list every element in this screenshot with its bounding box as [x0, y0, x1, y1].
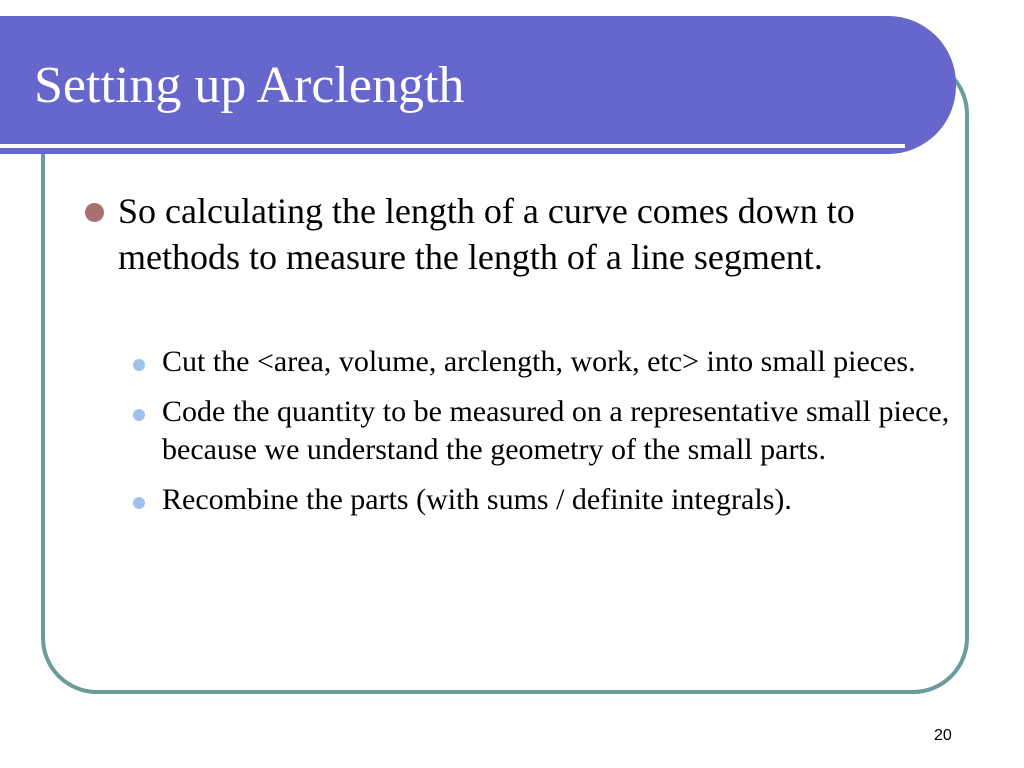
sub-bullet-text: Code the quantity to be measured on a representative small piece, because we understand the geometry of the small parts.: [162, 395, 950, 466]
sub-bullet-dot-icon: [133, 497, 145, 509]
sub-bullet-text: Cut the <area, volume, arclength, work, etc> into small pieces.: [162, 345, 916, 378]
sub-bullet-text: Recombine the parts (with sums / definite integrals).: [162, 483, 792, 516]
sub-bullet-item: [162, 481, 962, 519]
main-bullet-text: So calculating the length of a curve comes down to methods to measure the length of a line segment.: [118, 191, 855, 277]
slide-number: 20: [934, 727, 952, 744]
title-bar: [0, 16, 956, 154]
sub-bullet-list: [162, 343, 962, 531]
sub-bullet-item: [162, 343, 962, 381]
title-underline: [0, 144, 905, 148]
sub-bullet-dot-icon: [133, 409, 145, 421]
sub-bullet-item: [162, 393, 962, 469]
sub-bullet-dot-icon: [133, 359, 145, 371]
main-bullet-dot-icon: [85, 203, 104, 222]
slide-title: Setting up Arclength: [34, 57, 465, 114]
